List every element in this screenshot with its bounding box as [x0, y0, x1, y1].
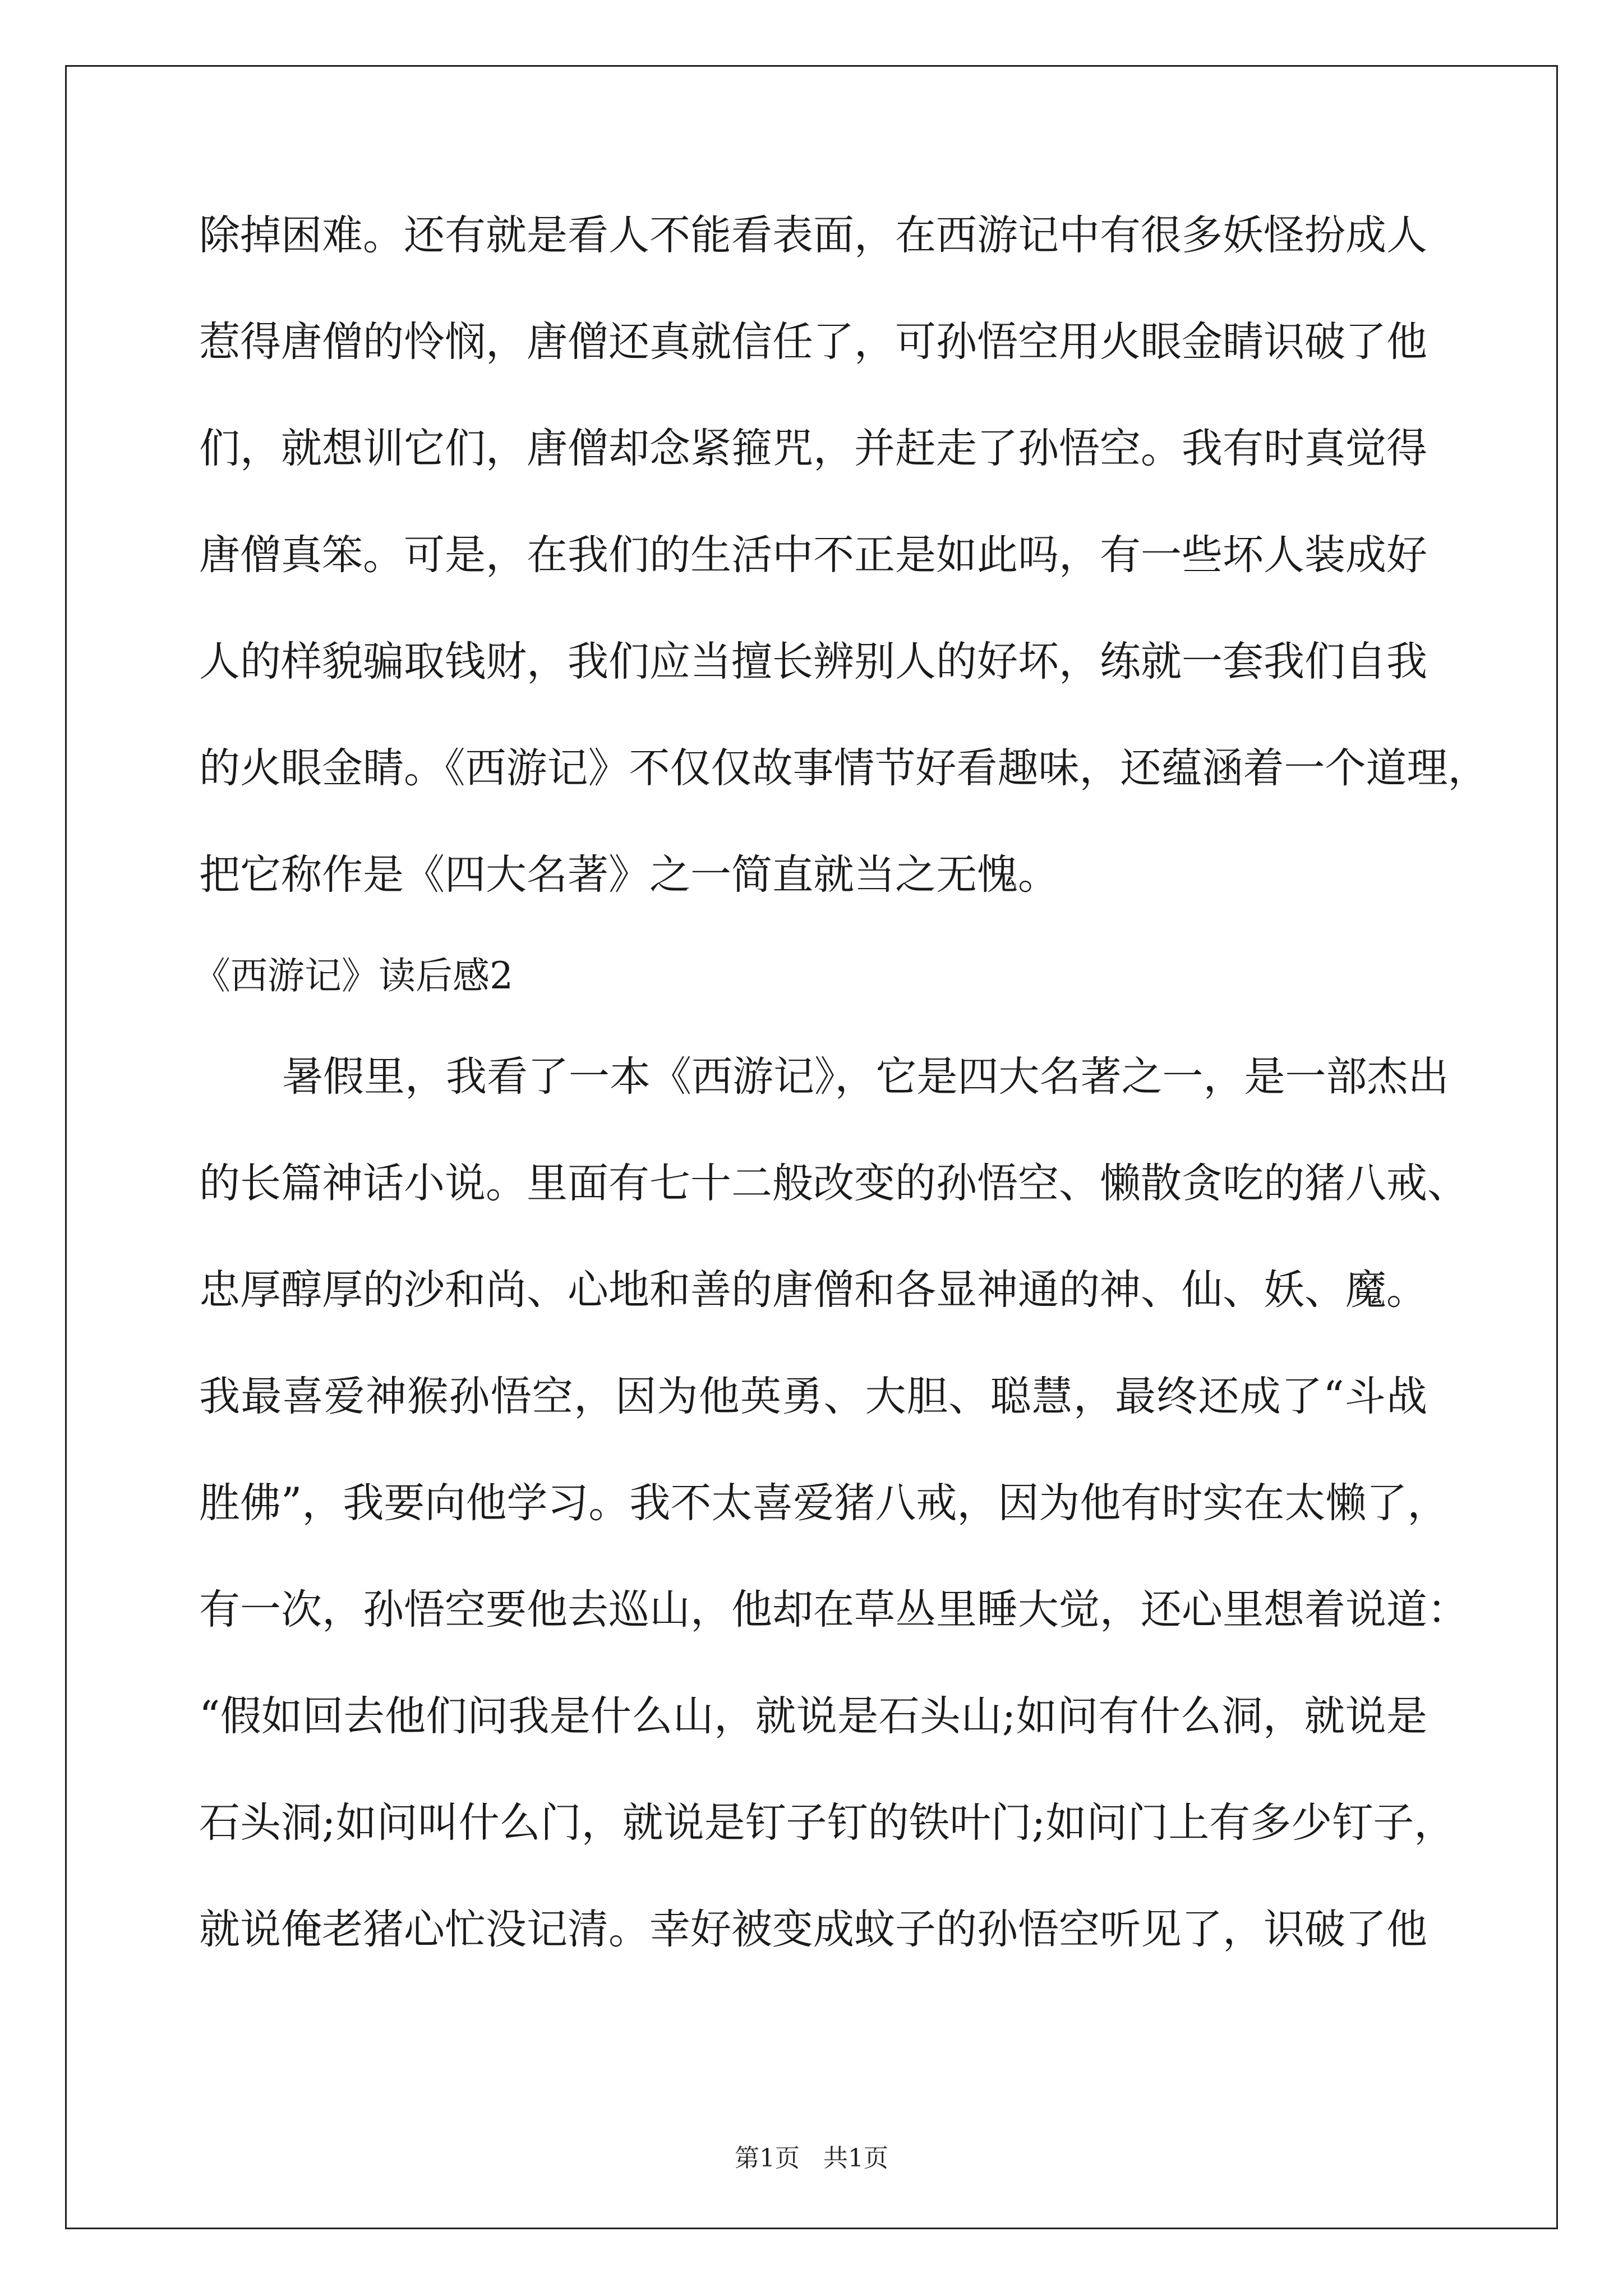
- text-line: 有一次，孙悟空要他去巡山，他却在草丛里睡大觉，还心里想着说道：: [199, 1586, 1468, 1634]
- text-line: 唐僧真笨。可是，在我们的生活中不正是如此吗，有一些坏人装成好: [199, 531, 1427, 579]
- page-number: 第1页: [735, 2144, 800, 2173]
- text-line: 忠厚醇厚的沙和尚、心地和善的唐僧和各显神通的神、仙、妖、魔。: [199, 1266, 1427, 1314]
- text-line: 暑假里，我看了一本《西游记》，它是四大名著之一，是一部杰出: [282, 1053, 1449, 1101]
- page-total: 共1页: [823, 2144, 888, 2173]
- text-line: 把它称作是《四大名著》之一简直就当之无愧。: [199, 851, 1059, 899]
- text-line: 除掉困难。还有就是看人不能看表面，在西游记中有很多妖怪扮成人: [199, 211, 1427, 259]
- text-line: 人的样貌骗取钱财，我们应当擅长辨别人的好坏，练就一套我们自我: [199, 638, 1427, 685]
- text-line: 就说俺老猪心忙没记清。幸好被变成蚊子的孙悟空听见了，识破了他: [199, 1906, 1427, 1953]
- text-line: 惹得唐僧的怜悯，唐僧还真就信任了，可孙悟空用火眼金睛识破了他: [199, 318, 1427, 366]
- text-line: 我最喜爱神猴孙悟空，因为他英勇、大胆、聪慧，最终还成了“斗战: [199, 1373, 1427, 1420]
- text-line: “假如回去他们问我是什么山，就说是石头山;如问有什么洞，就说是: [199, 1692, 1427, 1740]
- page-footer: [0, 2142, 1623, 2175]
- text-line: 胜佛”，我要向他学习。我不太喜爱猪八戒，因为他有时实在太懒了，: [199, 1479, 1449, 1527]
- text-line: 石头洞;如问叫什么门，就说是钉子钉的铁叶门;如问门上有多少钉子，: [199, 1799, 1455, 1847]
- text-line: 的长篇神话小说。里面有七十二般改变的孙悟空、懒散贪吃的猪八戒、: [199, 1159, 1468, 1207]
- text-line: 们，就想训它们，唐僧却念紧箍咒，并赶走了孙悟空。我有时真觉得: [199, 425, 1427, 472]
- section-heading: 《西游记》读后感2: [193, 954, 513, 997]
- text-line: 的火眼金睛。《西游记》不仅仅故事情节好看趣味，还蕴涵着一个道理，: [199, 744, 1489, 792]
